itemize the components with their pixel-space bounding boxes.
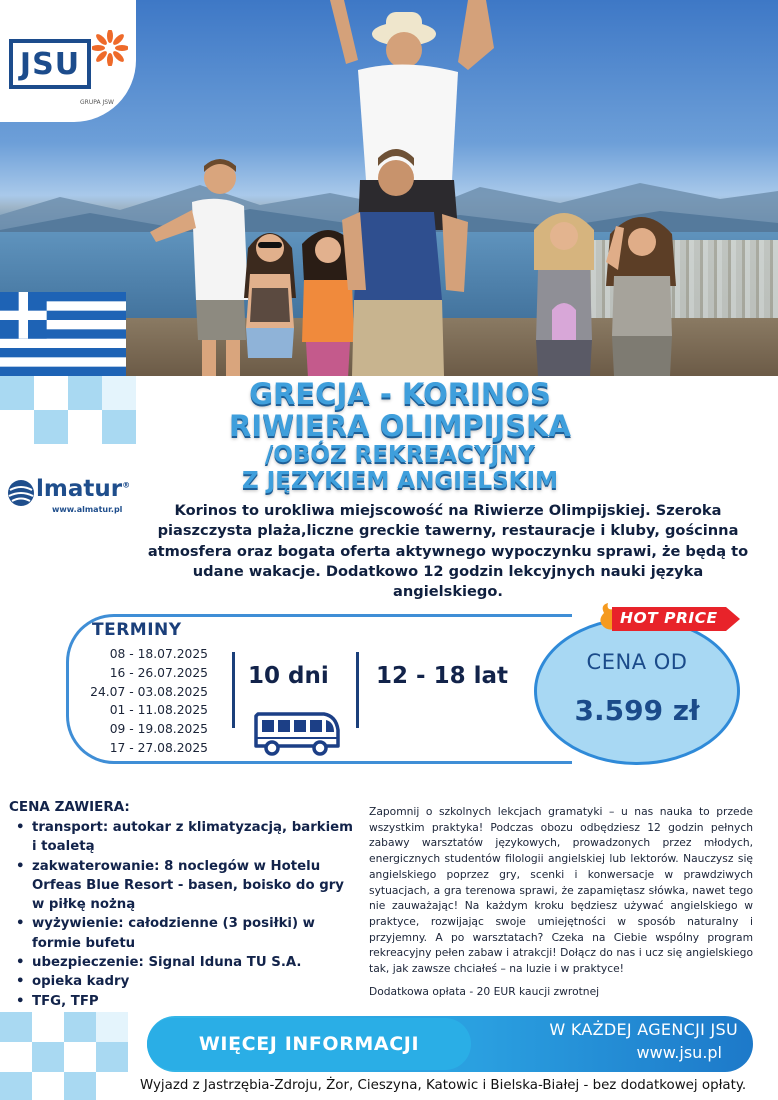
- program-description: Zapomnij o szkolnych lekcjach gramatyki – u nas nauka to przede wszystkim praktyka! Podczas obozu odbędziesz 12 godzin pełnych zabawy warsztatów językowych, prowadzonych przez młodych, energicznych studentów filologii angielskiej lub lektorów. Nauczysz się angielskiego poprzez gry, scenki i konwersacje w prawdziwych sytuacjach, a gra terenowa sprawi, że zapamiętasz słówka, nawet tego nie zauważając! Na każdym kroku będziesz używać angielskiego w praktyce, rozwijając swoje umiejętności w sposób naturalny i przyjemny. A po warsztatach? Czeka na Ciebie wspólny program rekreacyjny pełen zabaw i atrakcji! Dołącz do nas i ucz się angielskiego tak, jak zawsze chciałeś – na luzie i w praktyce!: [369, 805, 753, 976]
- terms-dates-list: [70, 645, 208, 758]
- price-label: CENA OD: [586, 650, 688, 674]
- term-date: 01 - 11.08.2025: [109, 703, 208, 718]
- term-date: 09 - 19.08.2025: [109, 722, 208, 737]
- jsu-group-label: GRUPA JSW: [80, 99, 114, 106]
- jsu-logo-text: JSU: [19, 46, 81, 82]
- almatur-logo: [6, 474, 138, 520]
- list-item: • transport: autokar z klimatyzacją, barkiem i toaletą: [16, 818, 356, 857]
- checker-pattern-top: [0, 376, 136, 444]
- divider-line: [356, 652, 359, 728]
- term-date: 08 - 18.07.2025: [109, 647, 208, 661]
- price-circle: [534, 617, 740, 765]
- title-line-3: /OBÓZ REKREACYJNY: [264, 441, 536, 468]
- greek-flag-icon: [0, 292, 126, 376]
- bus-icon: [252, 708, 342, 758]
- term-date: 16 - 26.07.2025: [109, 665, 208, 680]
- almatur-wordmark: lmatur®: [36, 476, 131, 502]
- title-line-2: RIWIERA OLIMPIJSKA: [229, 409, 571, 444]
- almatur-url: www.almatur.pl: [52, 505, 123, 514]
- almatur-globe-icon: [6, 478, 36, 508]
- title-line-1: GRECJA - KORINOS: [249, 377, 551, 411]
- extra-fee: Dodatkowa opłata - 20 EUR kaucji zwrotnej: [369, 985, 600, 998]
- trip-duration: 10 dni: [248, 663, 329, 689]
- includes-title: CENA ZAWIERA:: [9, 799, 130, 815]
- list-item: • opieka kadry: [16, 972, 356, 991]
- jsu-logo-box: [9, 39, 91, 89]
- list-item: • ubezpieczenie: Signal Iduna TU S.A.: [16, 953, 356, 972]
- list-item: • wyżywienie: całodzienne (3 posiłki) w formie bufetu: [16, 914, 356, 953]
- checker-pattern-bottom: [0, 1012, 128, 1100]
- term-date: 17 - 27.08.2025: [109, 740, 208, 755]
- age-range: 12 - 18 lat: [376, 663, 508, 689]
- divider-line: [232, 652, 235, 728]
- list-item: • zakwaterowanie: 8 noclegów w Hotelu Orfeas Blue Resort - basen, boisko do gry w piłkę nożną: [16, 857, 356, 915]
- intro-paragraph: Korinos to urokliwa miejscowość na Riwierze Olimpijskiej. Szeroka piaszczysta plaża,liczne greckie tawerny, restauracje i kluby, gościnna atmosfera oraz bogata oferta aktywnego wypoczynku sprawi, że będą to udane wakacje. Dodatkowo 12 godzin lekcyjnych nauki języka angielskiego.: [147, 502, 749, 601]
- title-line-4: Z JĘZYKIEM ANGIELSKIM: [242, 467, 558, 494]
- includes-list: [16, 818, 356, 1011]
- footer-note: Wyjazd z Jastrzębia-Zdroju, Żor, Cieszyna, Katowic i Bielska-Białej - bez dodatkowej opłaty.: [140, 1078, 747, 1093]
- list-item: • TFG, TFP: [16, 992, 356, 1011]
- hot-price-label: HOT PRICE: [620, 609, 718, 627]
- page-title: [150, 378, 650, 494]
- jsu-logo: [0, 0, 136, 122]
- more-info-label: WIĘCEJ INFORMACJI: [198, 1033, 420, 1055]
- website-link[interactable]: www.jsu.pl: [636, 1043, 722, 1062]
- teen-girl-blonde: [524, 200, 604, 376]
- more-info-button[interactable]: [147, 1018, 471, 1070]
- teen-girl-right: [596, 206, 686, 376]
- teen-boys-shoulders: [318, 0, 508, 376]
- term-date: 24.07 - 03.08.2025: [90, 684, 208, 699]
- price-value: 3.599 zł: [574, 694, 700, 727]
- sun-flower-icon: [92, 30, 128, 66]
- agency-text: W KAŻDEJ AGENCJI JSU: [549, 1020, 738, 1039]
- terms-title: TERMINY: [92, 620, 182, 640]
